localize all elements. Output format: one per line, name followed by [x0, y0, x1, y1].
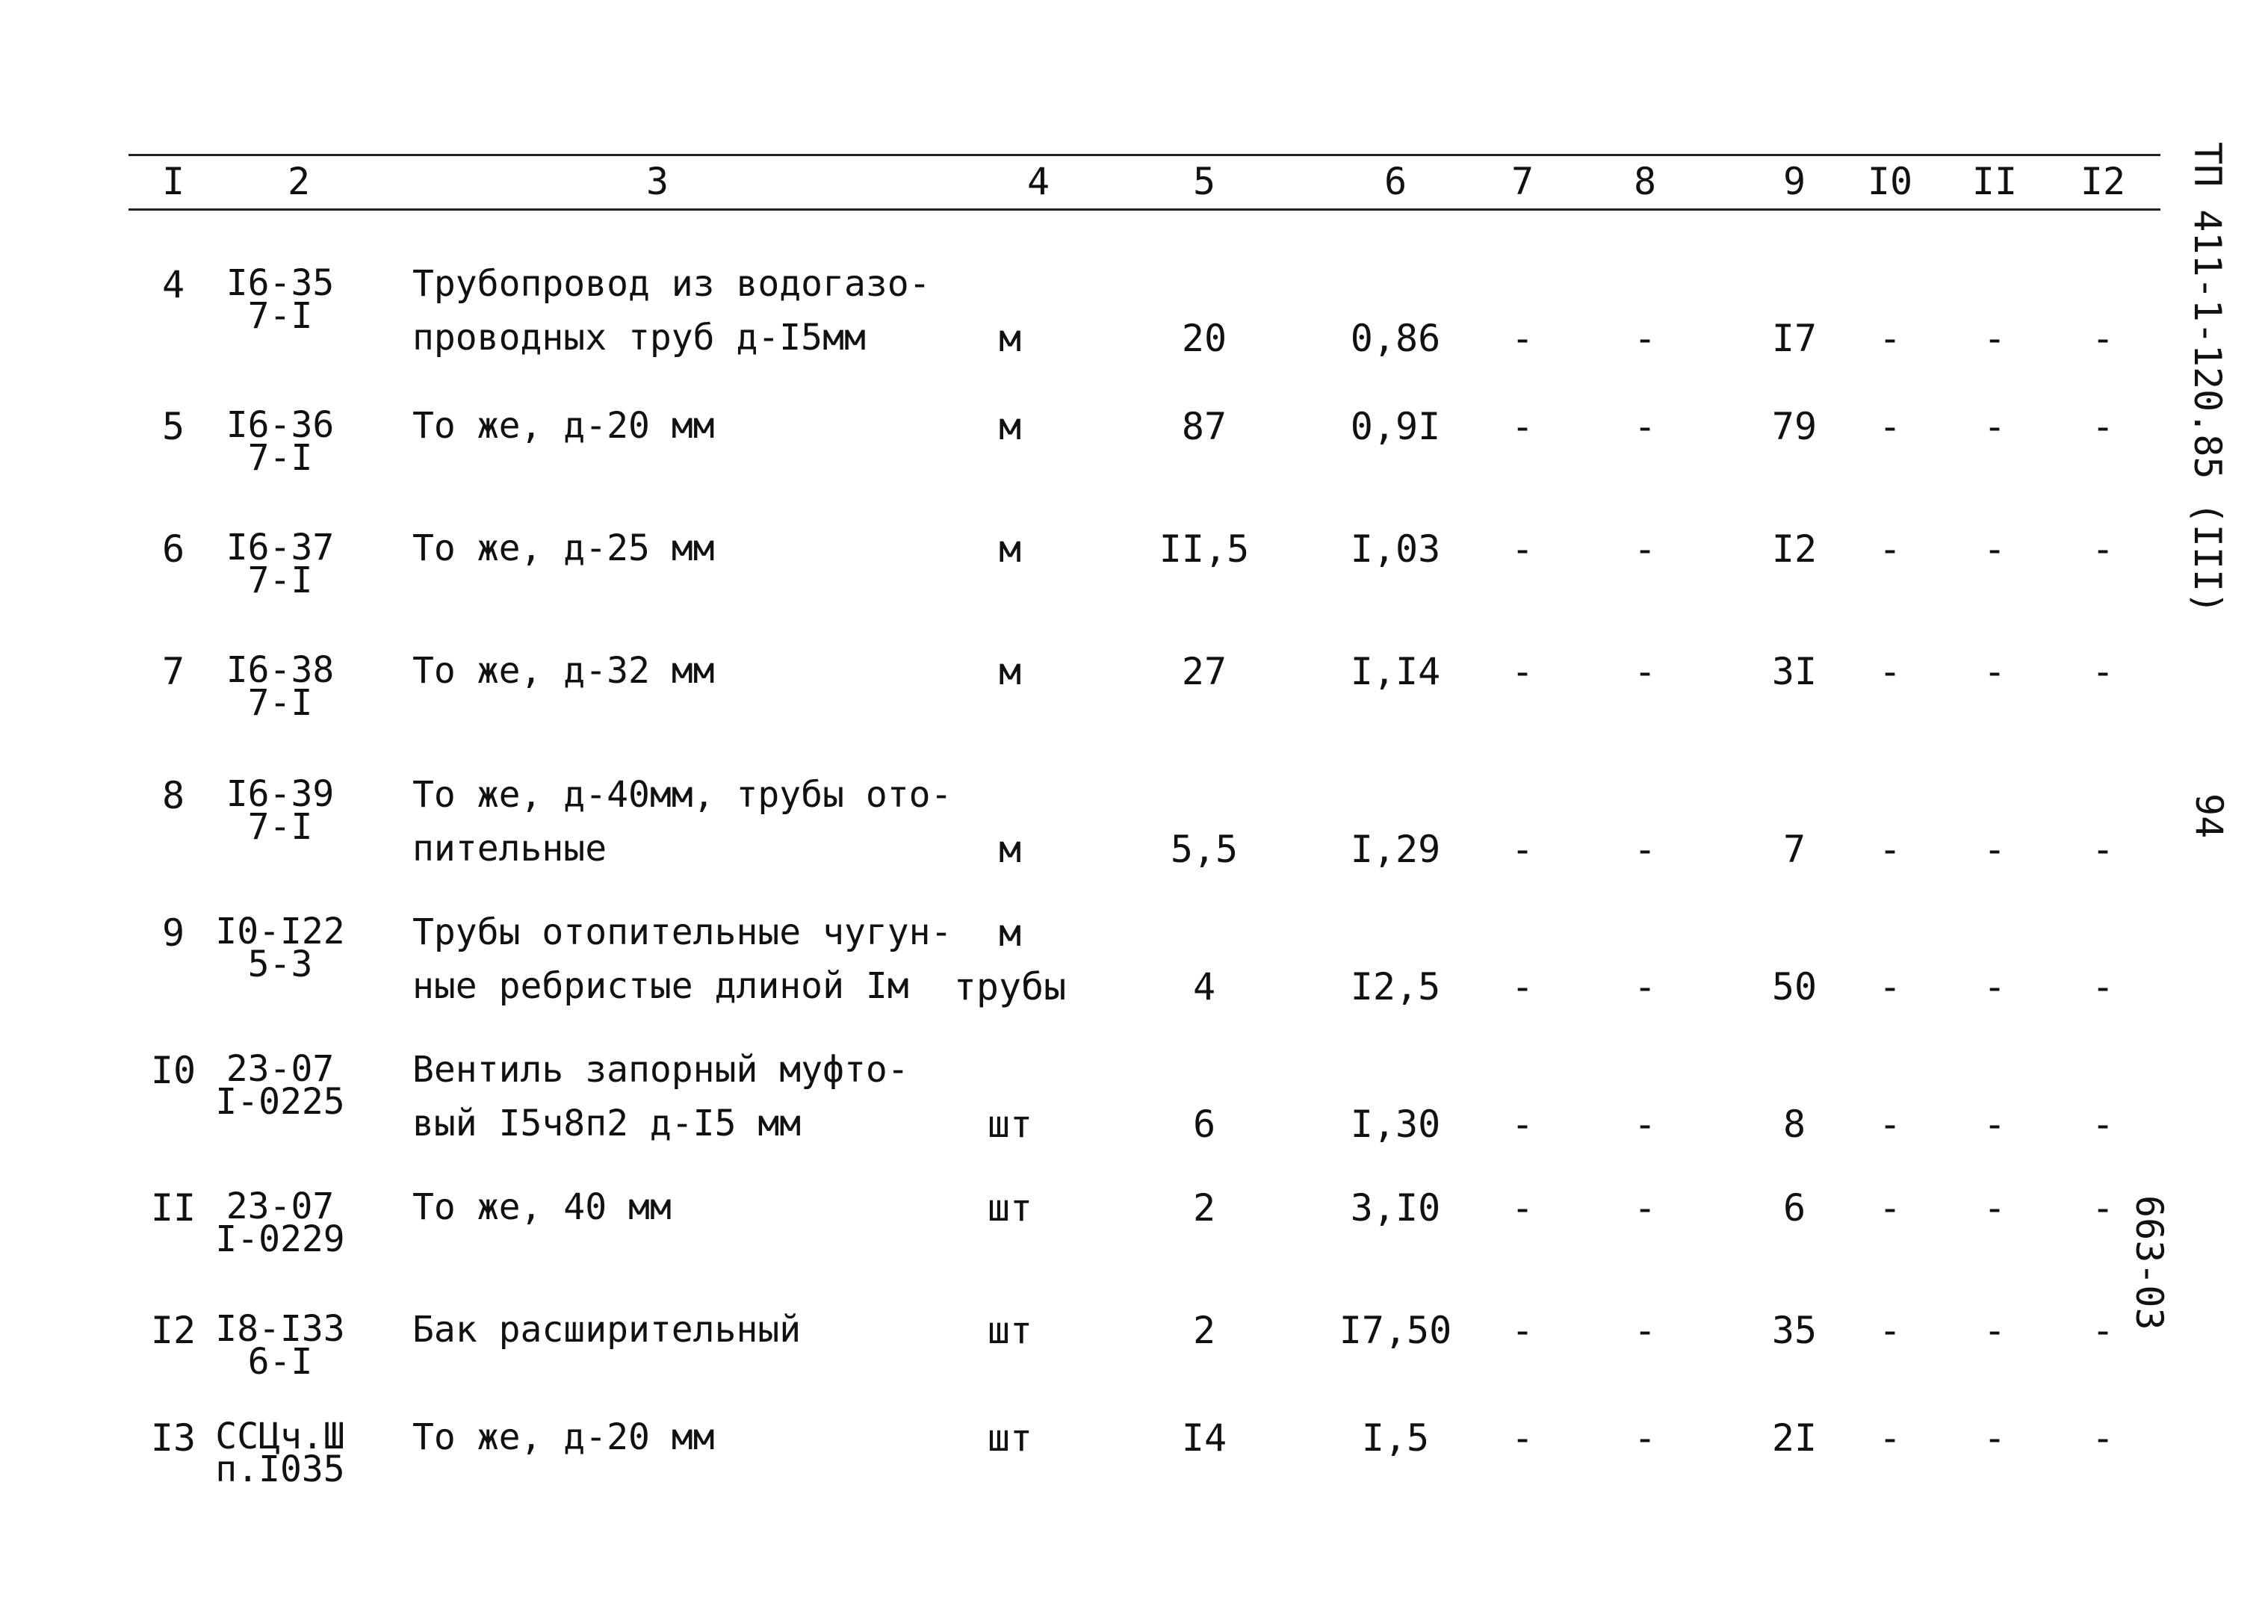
unit-cost: I,5	[1361, 1416, 1430, 1460]
unit-cost: I7,50	[1339, 1309, 1452, 1352]
row-number: I2	[150, 1309, 196, 1352]
item-description: Бак расширительный	[412, 1309, 802, 1351]
item-description-cont: вый I5ч8п2 д-I5 мм	[412, 1103, 802, 1144]
item-description: Трубопровод из водогазо-	[412, 263, 931, 305]
unit-of-measure-cont: м	[998, 317, 1022, 360]
col-7-value: -	[1511, 1309, 1534, 1352]
col-11-value: -	[1983, 1309, 2007, 1352]
col-11-value: -	[1983, 650, 2007, 693]
row-number: II	[150, 1186, 196, 1230]
row-number: 9	[161, 911, 185, 955]
col-7-value: -	[1511, 1186, 1534, 1230]
unit-of-measure: шт	[987, 1309, 1033, 1352]
unit-of-measure-cont: шт	[987, 1103, 1033, 1146]
col-12-value: -	[2091, 527, 2115, 571]
norm-code-sub: I-0225	[215, 1081, 345, 1123]
norm-code-sub: 7-I	[247, 295, 313, 337]
item-description: То же, д-25 мм	[412, 527, 715, 569]
norm-code: 23-07	[226, 1048, 335, 1090]
total-cost: I7	[1771, 317, 1818, 360]
unit-of-measure-cont: м	[998, 828, 1022, 871]
item-description-cont: ные ребристые длиной Iм	[412, 965, 909, 1007]
col-7-value: -	[1511, 1416, 1534, 1460]
item-description-cont: проводных труб д-I5мм	[412, 317, 866, 359]
col-12-value: -	[2091, 965, 2115, 1008]
col-10-value: -	[1878, 1186, 1902, 1230]
col-8-value: -	[1633, 1309, 1657, 1352]
col-8-value: -	[1633, 965, 1657, 1008]
col-8-value: -	[1633, 1103, 1657, 1146]
col-12-value: -	[2091, 1416, 2115, 1460]
norm-code: ССЦч.Ш	[215, 1416, 345, 1457]
norm-code: I6-36	[226, 404, 335, 446]
item-description: То же, д-32 мм	[412, 650, 715, 692]
norm-code: I6-38	[226, 649, 335, 691]
quantity: 4	[1192, 965, 1216, 1008]
quantity: 2	[1192, 1186, 1216, 1230]
header-col-10: I0	[1867, 160, 1913, 203]
item-description: Трубы отопительные чугун-	[412, 911, 952, 953]
quantity: II,5	[1159, 527, 1250, 571]
quantity: 2	[1192, 1309, 1216, 1352]
col-11-value: -	[1983, 405, 2007, 448]
unit-of-measure: шт	[987, 1416, 1033, 1460]
row-number: I0	[150, 1049, 196, 1092]
col-7-value: -	[1511, 828, 1534, 871]
quantity: 6	[1192, 1103, 1216, 1146]
header-col-8: 8	[1633, 160, 1657, 203]
page-number-label: 94	[2187, 793, 2231, 839]
total-cost: 2I	[1771, 1416, 1818, 1460]
col-12-value: -	[2091, 317, 2115, 360]
norm-code: I0-I22	[215, 911, 345, 952]
item-description: То же, д-20 мм	[412, 1416, 715, 1458]
col-10-value: -	[1878, 317, 1902, 360]
unit-of-measure: шт	[987, 1186, 1033, 1230]
norm-code: I6-37	[226, 527, 335, 568]
item-description: То же, 40 мм	[412, 1186, 672, 1228]
col-10-value: -	[1878, 650, 1902, 693]
unit-cost: I,I4	[1350, 650, 1441, 693]
item-description: То же, д-40мм, трубы ото-	[412, 774, 952, 816]
col-7-value: -	[1511, 1103, 1534, 1146]
col-8-value: -	[1633, 1416, 1657, 1460]
col-10-value: -	[1878, 1103, 1902, 1146]
col-8-value: -	[1633, 650, 1657, 693]
item-description-cont: пительные	[412, 828, 607, 870]
norm-code-sub: 7-I	[247, 806, 313, 848]
total-cost: 8	[1782, 1103, 1806, 1146]
col-12-value: -	[2091, 1103, 2115, 1146]
quantity: 5,5	[1170, 828, 1239, 871]
doc-code-label: ТП 411-1-120.85 (III)	[2186, 142, 2229, 615]
col-12-value: -	[2091, 828, 2115, 871]
col-7-value: -	[1511, 405, 1534, 448]
row-number: 5	[161, 405, 185, 448]
col-11-value: -	[1983, 527, 2007, 571]
total-cost: 3I	[1771, 650, 1818, 693]
unit-cost: I,03	[1350, 527, 1441, 571]
row-number: 8	[161, 774, 185, 817]
header-bottom-rule	[128, 208, 2160, 211]
col-11-value: -	[1983, 1186, 2007, 1230]
header-col-3: 3	[645, 160, 669, 203]
col-11-value: -	[1983, 828, 2007, 871]
unit-of-measure: м	[998, 527, 1022, 571]
total-cost: 6	[1782, 1186, 1806, 1230]
sheet-code-label: 663-03	[2128, 1195, 2171, 1330]
header-col-1: I	[161, 160, 185, 203]
quantity: 87	[1181, 405, 1227, 448]
quantity: I4	[1181, 1416, 1227, 1460]
col-10-value: -	[1878, 828, 1902, 871]
col-10-value: -	[1878, 1309, 1902, 1352]
col-7-value: -	[1511, 317, 1534, 360]
norm-code-sub: 7-I	[247, 682, 313, 724]
unit-cost: I,29	[1350, 828, 1441, 871]
header-col-6: 6	[1384, 160, 1407, 203]
col-12-value: -	[2091, 1186, 2115, 1230]
col-10-value: -	[1878, 1416, 1902, 1460]
unit-cost: I,30	[1350, 1103, 1441, 1146]
header-col-7: 7	[1511, 160, 1534, 203]
norm-code-sub: п.I035	[215, 1448, 345, 1490]
quantity: 27	[1181, 650, 1227, 693]
table-top-rule	[128, 154, 2160, 156]
header-col-11: II	[1971, 160, 2018, 203]
total-cost: 50	[1771, 965, 1818, 1008]
norm-code-sub: 7-I	[247, 560, 313, 601]
total-cost: 7	[1782, 828, 1806, 871]
col-10-value: -	[1878, 405, 1902, 448]
norm-code: I6-39	[226, 773, 335, 815]
col-12-value: -	[2091, 1309, 2115, 1352]
header-col-2: 2	[287, 160, 311, 203]
header-col-5: 5	[1192, 160, 1216, 203]
total-cost: 79	[1771, 405, 1818, 448]
col-12-value: -	[2091, 405, 2115, 448]
unit-of-measure-cont: трубы	[953, 965, 1067, 1008]
unit-cost: 3,I0	[1350, 1186, 1441, 1230]
quantity: 20	[1181, 317, 1227, 360]
col-10-value: -	[1878, 527, 1902, 571]
col-11-value: -	[1983, 1416, 2007, 1460]
col-7-value: -	[1511, 650, 1534, 693]
row-number: 4	[161, 263, 185, 306]
unit-of-measure: м	[998, 405, 1022, 448]
unit-cost: 0,86	[1350, 317, 1441, 360]
col-7-value: -	[1511, 527, 1534, 571]
col-7-value: -	[1511, 965, 1534, 1008]
row-number: 6	[161, 527, 185, 571]
norm-code: I6-35	[226, 262, 335, 304]
unit-of-measure: м	[998, 650, 1022, 693]
total-cost: I2	[1771, 527, 1818, 571]
col-10-value: -	[1878, 965, 1902, 1008]
norm-code-sub: 5-3	[247, 943, 313, 985]
col-8-value: -	[1633, 405, 1657, 448]
col-8-value: -	[1633, 828, 1657, 871]
row-number: I3	[150, 1416, 196, 1460]
col-11-value: -	[1983, 965, 2007, 1008]
norm-code: I8-I33	[215, 1308, 345, 1350]
col-8-value: -	[1633, 317, 1657, 360]
norm-code: 23-07	[226, 1186, 335, 1227]
item-description: То же, д-20 мм	[412, 405, 715, 447]
norm-code-sub: 7-I	[247, 437, 313, 479]
col-11-value: -	[1983, 317, 2007, 360]
col-11-value: -	[1983, 1103, 2007, 1146]
unit-of-measure: м	[998, 911, 1022, 955]
col-8-value: -	[1633, 527, 1657, 571]
norm-code-sub: 6-I	[247, 1341, 313, 1383]
header-col-12: I2	[2080, 160, 2126, 203]
unit-cost: I2,5	[1350, 965, 1441, 1008]
norm-code-sub: I-0229	[215, 1218, 345, 1260]
header-col-9: 9	[1782, 160, 1806, 203]
col-12-value: -	[2091, 650, 2115, 693]
unit-cost: 0,9I	[1350, 405, 1441, 448]
total-cost: 35	[1771, 1309, 1818, 1352]
header-col-4: 4	[1026, 160, 1050, 203]
item-description: Вентиль запорный муфто-	[412, 1049, 909, 1091]
col-8-value: -	[1633, 1186, 1657, 1230]
row-number: 7	[161, 650, 185, 693]
